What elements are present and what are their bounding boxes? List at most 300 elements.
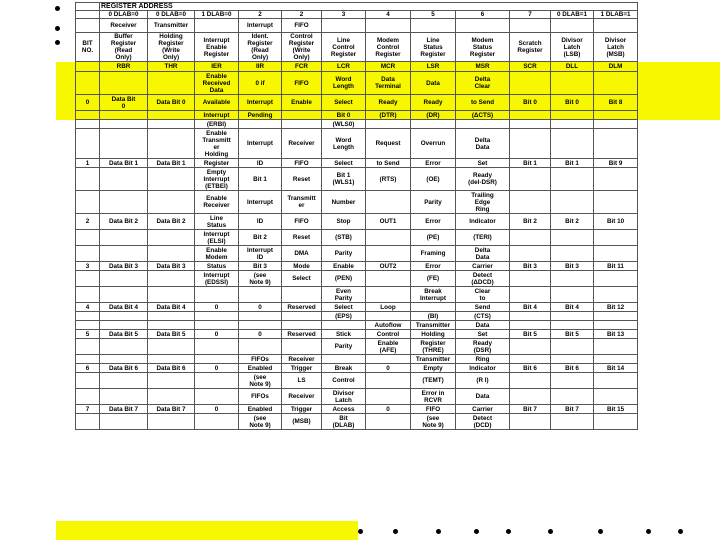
header-cell: THR [148, 62, 195, 72]
table-cell: Detect (DCD) [456, 414, 510, 430]
table-cell [594, 339, 638, 355]
table-cell [366, 191, 411, 214]
table-cell [100, 389, 148, 405]
table-cell: Empty Interrupt (ETBEI) [195, 168, 239, 191]
table-cell: Bit 9 [594, 159, 638, 168]
table-cell: 4 [76, 303, 100, 312]
table-cell [551, 339, 594, 355]
table-cell [510, 339, 551, 355]
header-cell: BIT NO. [76, 33, 100, 62]
table-cell [76, 355, 100, 364]
bullet-dot [55, 40, 60, 45]
table-cell: Data Bit 1 [100, 159, 148, 168]
table-cell: (PEN) [322, 271, 366, 287]
table-cell: Bit 2 [551, 214, 594, 230]
table-cell: Break [322, 364, 366, 373]
table-row [76, 230, 638, 246]
header-cell: MSR [456, 62, 510, 72]
table-cell: FIFOs [239, 389, 282, 405]
table-cell [100, 339, 148, 355]
table-cell: 0 [366, 405, 411, 414]
table-cell: Empty [411, 364, 456, 373]
header-cell [510, 19, 551, 33]
table-cell: Data Bit 2 [148, 214, 195, 230]
table-cell: Bit 4 [510, 303, 551, 312]
table-cell: Select [322, 159, 366, 168]
table-cell [100, 230, 148, 246]
table-cell: (R I) [456, 373, 510, 389]
header-cell: RBR [100, 62, 148, 72]
table-cell: Loop [366, 303, 411, 312]
table-cell [76, 230, 100, 246]
table-cell: Transmitt er [282, 191, 322, 214]
table-cell: Enable Modem [195, 246, 239, 262]
table-cell [76, 321, 100, 330]
table-cell: ID [239, 159, 282, 168]
table-cell: Delta Data [456, 246, 510, 262]
table-cell [76, 246, 100, 262]
table-cell: Detect (ΔDCD) [456, 271, 510, 287]
table-cell [366, 230, 411, 246]
table-cell [594, 168, 638, 191]
table-cell: 0 [195, 330, 239, 339]
table-cell [594, 246, 638, 262]
header-cell: DLL [551, 62, 594, 72]
address-cell: 1 DLAB=0 [195, 11, 239, 19]
header-cell: Modem Control Register [366, 33, 411, 62]
table-cell [282, 312, 322, 321]
table-cell [282, 321, 322, 330]
table-cell: Bit 3 [551, 262, 594, 271]
table-cell [551, 230, 594, 246]
table-cell: Enable Transmitt er Holding [195, 129, 239, 159]
header-cell [456, 19, 510, 33]
table-cell [282, 120, 322, 129]
header-cell [76, 19, 100, 33]
table-cell: Enable [282, 95, 322, 111]
table-cell [366, 373, 411, 389]
table-cell: Enable Receiver [195, 191, 239, 214]
table-cell [76, 191, 100, 214]
table-cell: Bit 5 [551, 330, 594, 339]
table-cell: 0 [195, 405, 239, 414]
table-cell: Data Bit 2 [100, 214, 148, 230]
table-cell: Carrier [456, 405, 510, 414]
table-cell [551, 312, 594, 321]
table-cell: Ready (DSR) [456, 339, 510, 355]
table-cell [100, 191, 148, 214]
table-row [76, 72, 638, 95]
table-cell [282, 111, 322, 120]
table-cell: Reset [282, 168, 322, 191]
header-cell: Holding Register (Write Only) [148, 33, 195, 62]
table-cell: (RTS) [366, 168, 411, 191]
table-cell [100, 312, 148, 321]
table-cell: Ready [366, 95, 411, 111]
table-cell: (EPS) [322, 312, 366, 321]
table-cell [100, 321, 148, 330]
table-cell [366, 389, 411, 405]
table-cell: Bit 2 [510, 214, 551, 230]
header-cell: Interrupt [239, 19, 282, 33]
table-cell: Even Parity [322, 287, 366, 303]
table-cell [195, 312, 239, 321]
table-cell: Data Bit 3 [148, 262, 195, 271]
table-cell: Bit 6 [551, 364, 594, 373]
table-row [76, 373, 638, 389]
table-cell [594, 271, 638, 287]
address-cell: 0 DLAB=0 [148, 11, 195, 19]
bullet-dot [55, 6, 60, 11]
table-cell [76, 120, 100, 129]
table-cell [148, 389, 195, 405]
table-cell: Bit 0 [551, 95, 594, 111]
table-cell [195, 287, 239, 303]
table-cell [510, 72, 551, 95]
table-cell: Send [456, 303, 510, 312]
table-cell: Delta Clear [456, 72, 510, 95]
table-cell: (MSB) [282, 414, 322, 430]
table-cell: 3 [76, 262, 100, 271]
register-table [75, 2, 638, 430]
table-cell: Framing [411, 246, 456, 262]
bullet-dot [598, 529, 603, 534]
table-cell [551, 191, 594, 214]
table-cell [366, 246, 411, 262]
table-cell: Enabled [239, 405, 282, 414]
table-cell [148, 414, 195, 430]
table-row [76, 120, 638, 129]
table-cell: Access [322, 405, 366, 414]
table-cell [594, 72, 638, 95]
table-cell [510, 246, 551, 262]
table-cell [195, 321, 239, 330]
table-cell: Interrupt [239, 95, 282, 111]
table-cell: 7 [76, 405, 100, 414]
table-cell [148, 191, 195, 214]
header-cell [411, 19, 456, 33]
table-row [76, 414, 638, 430]
bullet-dot [436, 529, 441, 534]
table-cell [510, 191, 551, 214]
table-row [76, 246, 638, 262]
address-cell: 0 DLAB=1 [551, 11, 594, 19]
table-cell [195, 373, 239, 389]
table-cell: Data Bit 7 [100, 405, 148, 414]
table-cell [195, 389, 239, 405]
table-cell: Bit 1 [551, 159, 594, 168]
table-cell [551, 168, 594, 191]
header-cell: Interrupt Enable Register [195, 33, 239, 62]
table-cell [551, 271, 594, 287]
table-cell: Bit 4 [551, 303, 594, 312]
table-cell: (ΔCTS) [456, 111, 510, 120]
bullet-dot [358, 529, 363, 534]
table-cell [148, 120, 195, 129]
table-cell [510, 389, 551, 405]
address-cell: 6 [456, 11, 510, 19]
table-row [76, 262, 638, 271]
header-cell: Receiver [100, 19, 148, 33]
table-cell: Word Length [322, 72, 366, 95]
table-cell: (BI) [411, 312, 456, 321]
bullet-dot [548, 529, 553, 534]
table-row [76, 312, 638, 321]
table-cell: Bit 2 [239, 230, 282, 246]
table-cell: Enable Received Data [195, 72, 239, 95]
table-cell [100, 287, 148, 303]
table-cell: Trigger [282, 364, 322, 373]
table-cell: Data Bit 7 [148, 405, 195, 414]
header-cell: Transmitter [148, 19, 195, 33]
table-cell [100, 271, 148, 287]
table-cell [551, 414, 594, 430]
table-cell [148, 312, 195, 321]
table-row [76, 191, 638, 214]
table-cell [551, 373, 594, 389]
table-cell [594, 312, 638, 321]
table-cell [594, 111, 638, 120]
table-cell [195, 355, 239, 364]
table-cell: (see Note 9) [239, 271, 282, 287]
table-cell: Register [195, 159, 239, 168]
table-cell: Ring [456, 355, 510, 364]
table-cell [76, 339, 100, 355]
table-cell: Receiver [282, 355, 322, 364]
table-cell: Bit 1 [510, 159, 551, 168]
table-cell [366, 312, 411, 321]
table-cell [239, 287, 282, 303]
table-cell: Bit 3 [510, 262, 551, 271]
table-cell [100, 414, 148, 430]
table-cell: Register (THRE) [411, 339, 456, 355]
table-cell: Enable (AFE) [366, 339, 411, 355]
header-cell: Modem Status Register [456, 33, 510, 62]
table-cell [594, 373, 638, 389]
table-cell [594, 230, 638, 246]
table-cell: Bit 8 [594, 95, 638, 111]
table-cell [594, 355, 638, 364]
table-cell: (ERBI) [195, 120, 239, 129]
table-cell [100, 120, 148, 129]
table-cell: (TERI) [456, 230, 510, 246]
table-cell: (OE) [411, 168, 456, 191]
bullet-dot [474, 529, 479, 534]
table-cell [148, 168, 195, 191]
address-cell: 5 [411, 11, 456, 19]
table-row [76, 129, 638, 159]
table-cell: Trailing Edge Ring [456, 191, 510, 214]
table-cell: Bit 0 [510, 95, 551, 111]
table-cell: (WLS0) [322, 120, 366, 129]
table-cell [76, 72, 100, 95]
table-cell: Interrupt [195, 111, 239, 120]
table-cell [76, 389, 100, 405]
table-cell [594, 287, 638, 303]
table-cell: LS [282, 373, 322, 389]
table-cell [510, 120, 551, 129]
table-cell: Data [456, 389, 510, 405]
table-cell: Bit 10 [594, 214, 638, 230]
bullet-dot [678, 529, 683, 534]
table-cell: Bit 11 [594, 262, 638, 271]
table-cell: FIFO [411, 405, 456, 414]
table-cell: Bit (DLAB) [322, 414, 366, 430]
table-cell: Carrier [456, 262, 510, 271]
table-cell: Clear to [456, 287, 510, 303]
table-cell: Mode [282, 262, 322, 271]
table-cell: Interrupt (ELSI) [195, 230, 239, 246]
table-row [76, 287, 638, 303]
table-cell [510, 321, 551, 330]
table-cell [76, 129, 100, 159]
table-cell [594, 129, 638, 159]
header-cell [366, 19, 411, 33]
table-cell: Data Bit 1 [148, 159, 195, 168]
table-cell [148, 355, 195, 364]
address-cell: 7 [510, 11, 551, 19]
table-cell: Ready (del-DSR) [456, 168, 510, 191]
table-cell: Status [195, 262, 239, 271]
table-cell: Bit 7 [551, 405, 594, 414]
table-cell: Data Bit 0 [148, 95, 195, 111]
table-cell: Pending [239, 111, 282, 120]
header-cell: Line Status Register [411, 33, 456, 62]
table-cell [100, 373, 148, 389]
table-cell [510, 271, 551, 287]
table-cell: Error in RCVR [411, 389, 456, 405]
table-cell [100, 168, 148, 191]
table-cell: Select [322, 95, 366, 111]
table-cell [510, 414, 551, 430]
table-cell: Control [366, 330, 411, 339]
table-cell: Line Status [195, 214, 239, 230]
table-cell: Reserved [282, 303, 322, 312]
table-cell: FIFO [282, 72, 322, 95]
address-cell: 2 [239, 11, 282, 19]
table-cell: Trigger [282, 405, 322, 414]
table-row [76, 303, 638, 312]
table-cell [551, 287, 594, 303]
table-row [76, 389, 638, 405]
table-cell [76, 312, 100, 321]
header-cell: SCR [510, 62, 551, 72]
table-cell: (see Note 9) [239, 373, 282, 389]
table-cell: 1 [76, 159, 100, 168]
table-cell: Number [322, 191, 366, 214]
header-cell: Divisor Latch (LSB) [551, 33, 594, 62]
table-cell: DMA [282, 246, 322, 262]
table-cell: Transmitter [411, 321, 456, 330]
table-cell [551, 129, 594, 159]
table-cell [594, 414, 638, 430]
table-cell [594, 389, 638, 405]
table-cell: Transmitter [411, 355, 456, 364]
table-cell: (see Note 9) [411, 414, 456, 430]
header-cell: IER [195, 62, 239, 72]
header-cell: LSR [411, 62, 456, 72]
table-cell: 2 [76, 214, 100, 230]
table-cell [100, 72, 148, 95]
table-cell [551, 389, 594, 405]
table-cell: Enabled [239, 364, 282, 373]
table-cell: Bit 1 [239, 168, 282, 191]
table-cell [76, 414, 100, 430]
table-cell: Receiver [282, 129, 322, 159]
table-cell [148, 111, 195, 120]
address-cell: 0 DLAB=0 [100, 11, 148, 19]
table-cell [510, 312, 551, 321]
table-cell: Control [322, 373, 366, 389]
table-cell: 0 [195, 303, 239, 312]
table-cell: Bit 0 [322, 111, 366, 120]
table-cell [239, 339, 282, 355]
table-cell [510, 373, 551, 389]
table-cell: Delta Data [456, 129, 510, 159]
header-cell: DLM [594, 62, 638, 72]
table-cell [551, 111, 594, 120]
table-cell: Available [195, 95, 239, 111]
table-cell: Data Bit 6 [148, 364, 195, 373]
table-cell: Select [282, 271, 322, 287]
table-cell [239, 312, 282, 321]
table-cell [322, 355, 366, 364]
table-cell [239, 120, 282, 129]
table-cell [148, 246, 195, 262]
table-cell [366, 271, 411, 287]
table-cell: (PE) [411, 230, 456, 246]
table-cell [551, 120, 594, 129]
table-cell [100, 129, 148, 159]
table-cell [510, 168, 551, 191]
table-cell [148, 321, 195, 330]
table-cell: to Send [366, 159, 411, 168]
table-cell: (FE) [411, 271, 456, 287]
table-cell [76, 271, 100, 287]
table-cell: (DR) [411, 111, 456, 120]
table-cell: (STB) [322, 230, 366, 246]
table-cell [148, 339, 195, 355]
table-cell: Set [456, 330, 510, 339]
table-cell: 5 [76, 330, 100, 339]
header-cell: MCR [366, 62, 411, 72]
table-cell: Bit 3 [239, 262, 282, 271]
table-cell [366, 120, 411, 129]
table-cell: Data Bit 4 [148, 303, 195, 312]
table-row [76, 405, 638, 414]
table-cell [76, 287, 100, 303]
header-row [76, 19, 638, 33]
table-cell [76, 168, 100, 191]
header-cell: Divisor Latch (MSB) [594, 33, 638, 62]
table-cell: ID [239, 214, 282, 230]
bullet-dot [506, 529, 511, 534]
table-cell [366, 287, 411, 303]
header-cell [76, 62, 100, 72]
header-row [76, 62, 638, 72]
table-cell: Break Interrupt [411, 287, 456, 303]
table-cell: FIFO [282, 159, 322, 168]
table-cell: (see Note 9) [239, 414, 282, 430]
table-row [76, 271, 638, 287]
table-cell [100, 246, 148, 262]
table-cell: Ready [411, 95, 456, 111]
table-cell [100, 111, 148, 120]
table-row [76, 159, 638, 168]
table-title: REGISTER ADDRESS [100, 3, 638, 11]
table-cell [411, 120, 456, 129]
table-cell [594, 191, 638, 214]
